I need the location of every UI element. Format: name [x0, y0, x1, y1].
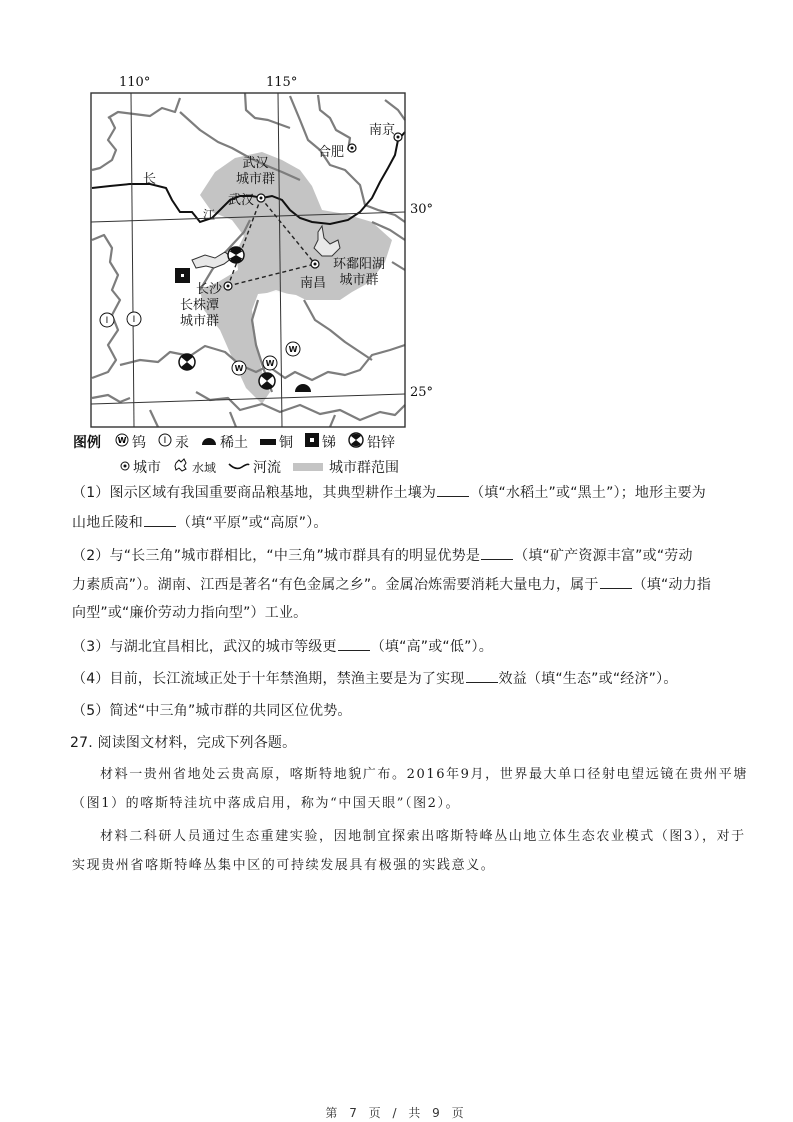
cluster-label-changzhutan: 长株潭 城市群	[180, 298, 220, 329]
legend-title: 图例	[73, 435, 101, 451]
svg-text:W: W	[234, 364, 244, 373]
material-1-line-2: （图1）的喀斯特洼坑中落成启用，称为“中国天眼”（图2）。	[72, 796, 461, 811]
tungsten-icon	[115, 433, 129, 451]
question-27-heading: 27. 阅读图文材料，完成下列各题。	[70, 735, 297, 751]
material-2-line-2: 实现贵州省喀斯特峰丛集中区的可持续发展具有极强的实践意义。	[72, 858, 496, 873]
city-icon	[120, 459, 130, 475]
map-figure	[0, 0, 793, 480]
svg-text:I: I	[163, 436, 167, 446]
legend-item-river: 河流	[228, 457, 281, 477]
city-label: 武汉	[228, 193, 255, 208]
legend-row-2	[120, 457, 411, 477]
cluster-label-wuhan: 武汉 城市群	[236, 156, 276, 187]
question-1-line-2: 山地丘陵和 （填“平原”或“高原”）。	[72, 515, 328, 531]
legend-item-rare-earth: 稀土	[201, 432, 248, 452]
question-5: （5）简述“中三角”城市群的共同区位优势。	[72, 703, 352, 719]
water-icon	[173, 457, 189, 477]
river-icon	[228, 459, 250, 475]
rare-earth-marker	[295, 384, 311, 392]
question-2-line-1: （2）与“长三角”城市群相比，“中三角”城市群具有的明显优势是 （填“矿产资源丰富”或“劳动	[72, 548, 693, 564]
svg-text:W: W	[117, 436, 127, 445]
legend-item-water: 水域	[173, 457, 216, 477]
answer-blank[interactable]	[144, 514, 176, 527]
lead-zinc-icon	[348, 432, 364, 452]
svg-text:W: W	[288, 345, 298, 354]
page-number: 第 7 页 / 共 9 页	[325, 1106, 468, 1120]
city-label: 南京	[369, 123, 396, 138]
material-2-line-1: 材料二科研人员通过生态重建实验，因地制宜探索出喀斯特峰丛山地立体生态农业模式（图3），对于	[100, 829, 746, 844]
question-3: （3）与湖北宜昌相比，武汉的城市等级更 （填“高”或“低”）。	[72, 639, 493, 655]
answer-blank[interactable]	[600, 576, 632, 589]
cluster-area-icon	[293, 463, 323, 471]
question-4: （4）目前，长江流域正处于十年禁渔期，禁渔主要是为了实现 效益（填“生态”或“经济”）。	[72, 671, 678, 687]
map-graphic	[0, 0, 793, 480]
legend-row-1	[73, 432, 407, 452]
legend-item-city: 城市	[120, 457, 161, 477]
copper-icon	[260, 434, 276, 450]
city-label: 长沙	[196, 282, 223, 297]
answer-blank[interactable]	[338, 638, 370, 651]
svg-text:I: I	[105, 316, 109, 326]
antimony-marker	[175, 268, 190, 283]
dongting-lake	[192, 252, 232, 268]
city-label: 南昌	[300, 276, 327, 291]
rare-earth-icon	[201, 434, 217, 450]
longitude-label: 115°	[266, 75, 298, 90]
latitude-label: 30°	[410, 202, 434, 217]
longitude-label: 110°	[119, 75, 151, 90]
svg-text:I: I	[132, 315, 136, 325]
legend-item-antimony: 锑	[305, 432, 336, 452]
answer-blank[interactable]	[437, 484, 469, 497]
legend-item-cluster-area: 城市群范围	[293, 457, 399, 477]
svg-text:W: W	[265, 359, 275, 368]
antimony-icon	[305, 433, 319, 451]
answer-blank[interactable]	[481, 547, 513, 560]
river-label: 江	[203, 208, 216, 222]
question-2-line-3: 向型”或“廉价劳动力指向型”）工业。	[72, 605, 308, 621]
legend-item-tungsten: W 钨	[115, 432, 146, 452]
legend-item-mercury: I 汞	[158, 432, 189, 452]
latitude-label: 25°	[410, 385, 434, 400]
city-label: 合肥	[318, 145, 345, 160]
river-label: 长	[143, 172, 157, 187]
legend-item-lead-zinc: 铅锌	[348, 432, 395, 452]
cluster-label-poyang: 环鄱阳湖 城市群	[333, 257, 386, 288]
legend-item-copper: 铜	[260, 432, 293, 452]
material-1-line-1: 材料一贵州省地处云贵高原，喀斯特地貌广布。2016年9月，世界最大单口径射电望远镜在贵州平塘	[100, 767, 748, 782]
mercury-icon	[158, 433, 172, 451]
answer-blank[interactable]	[466, 670, 498, 683]
question-2-line-2: 力素质高”）。湖南、江西是著名“有色金属之乡”。金属冶炼需要消耗大量电力，属于 （填“动力指	[72, 577, 712, 593]
question-1-line-1: （1）图示区域有我国重要商品粮基地，其典型耕作土壤为 （填“水稻土”或“黑土”）；地形主要为	[72, 485, 706, 501]
